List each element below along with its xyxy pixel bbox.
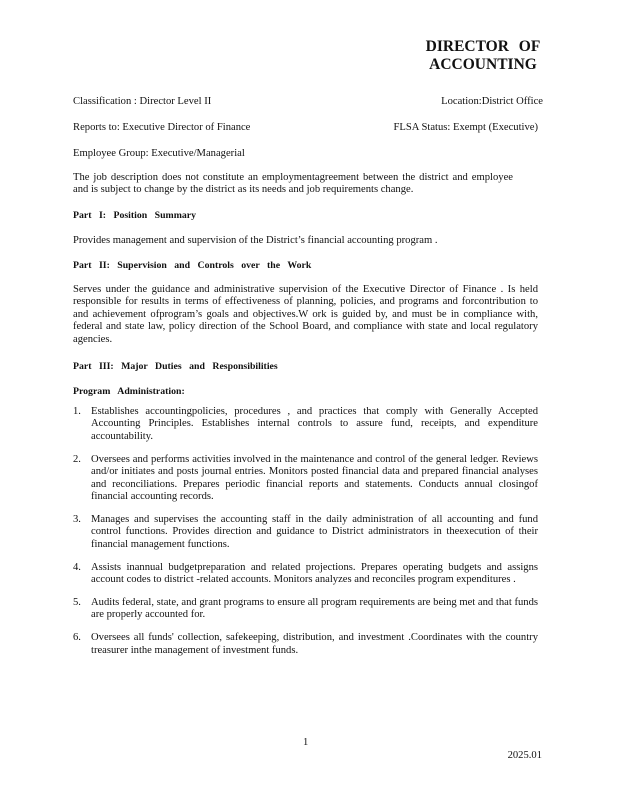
duty-text: Oversees and performs activities involved in the maintenance and control of the general ledger. Reviews and/or initiates and posts journal entries. Monitors posted financial data and prepared financial analyses and reconciliations. Prepares periodic financial reports and statements. Conducts annual closingof financial accounting records. (91, 453, 538, 502)
duty-number: 6. (73, 632, 81, 644)
duty-item (73, 597, 538, 622)
title-line-2: ACCOUNTING (429, 56, 537, 73)
location-text: Location:District Office (441, 96, 543, 107)
program-administration-heading: Program Administration: (73, 386, 185, 397)
duty-item (73, 562, 538, 587)
duty-text: Audits federal, state, and grant programs to ensure all program requirements are being met and that funds are properly accounted for. (91, 596, 538, 621)
part-1-heading: Part I: Position Summary (73, 210, 197, 221)
duty-number: 1. (73, 406, 81, 417)
revision-number: 2025.01 (507, 750, 542, 761)
employee-group-text: Employee Group: Executive/Managerial (73, 148, 245, 159)
title-line-1: DIRECTOR OF (425, 38, 541, 55)
part-2-heading: Part II: Supervision and Controls over the Work (73, 260, 312, 271)
duty-number: 3. (73, 513, 81, 525)
reports-to-text: Reports to: Executive Director of Finance (73, 122, 251, 133)
page-number: 1 (303, 737, 309, 748)
duty-number: 4. (73, 561, 81, 573)
part-3-heading: Part III: Major Duties and Responsibilities (73, 361, 278, 372)
classification-text: Classification : Director Level II (73, 96, 212, 107)
document-title (408, 38, 558, 74)
disclaimer-paragraph: The job description does not constitute an employmentagreement between the district and employee and is subject to change by the district as its needs and job requirements change. (73, 172, 513, 196)
duty-number: 2. (73, 453, 81, 465)
duty-item (73, 406, 538, 443)
duty-item (73, 632, 538, 657)
duty-text: Manages and supervises the accounting staff in the daily administration of all accounting and fund control functions. Provides direction and guidance to District administrators in theexecution of their financial management functions. (91, 513, 538, 550)
duty-text: Establishes accountingpolicies, procedures , and practices that comply with Generally Accepted Accounting Principles. Establishes internal controls to assure fund, receipts, and expenditure accountability. (91, 406, 538, 442)
duty-number: 5. (73, 596, 81, 608)
duty-item (73, 514, 538, 551)
flsa-status-text: FLSA Status: Exempt (Executive) (393, 122, 538, 133)
duties-list (73, 406, 538, 668)
duty-text: Oversees all funds' collection, safekeeping, distribution, and investment .Coordinates with the country treasurer inthe management of investment funds. (91, 632, 538, 656)
part-1-paragraph: Provides management and supervision of the District’s financial accounting program . (73, 235, 438, 246)
duty-text: Assists inannual budgetpreparation and related projections. Prepares operating budgets and assigns account codes to district -related accounts. Monitors analyzes and reconciles program expenditures . (91, 561, 538, 585)
duty-item (73, 454, 538, 504)
part-2-paragraph: Serves under the guidance and administrative supervision of the Executive Director of Finance . Is held responsible for results in terms of effectiveness of planning, policies, and programs and forcontribution to and achievement ofprogram’s goals and objectives.W ork is guided by, and must be in compliance with, federal and state law, policy direction of the School Board, and compliance with state and local regulatory agencies. (73, 284, 538, 345)
